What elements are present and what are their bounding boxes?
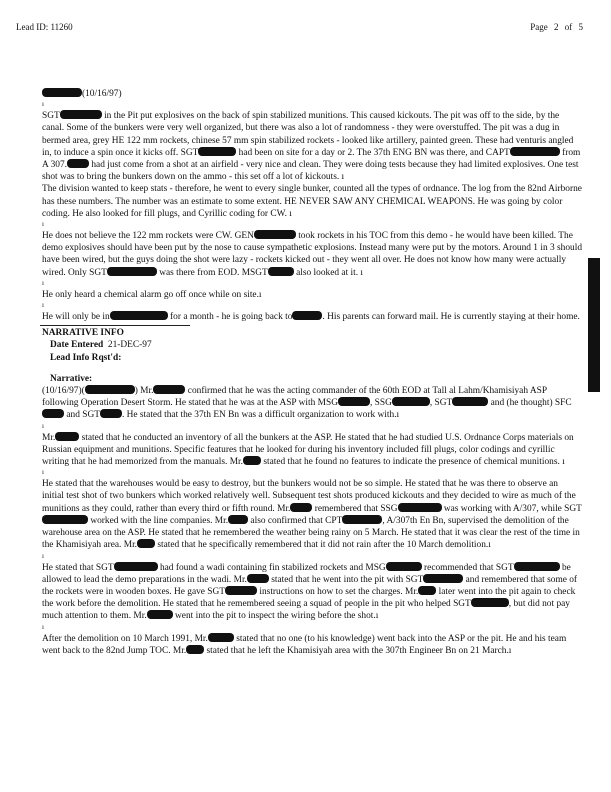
redaction bbox=[147, 610, 173, 619]
paragraph: SGT in the Pit put explosives on the back of spin stabilized munitions. This caused kickouts. The pit was off to the side, by the canal. Some of the bunkers were very well organized, but there was also a lot of randomness - they were overstuffed. The pit was a dug in bermed area, grey HE 122 mm rockets, chinese 57 mm spin stabilized rockets - looked like artillery, painted green. These had venturis angled in, to induce a spin once it kicks off. SGT had been on site for a day or 2. The 37th ENG BN was there, and CAPT from A 307. had just come from a shot at an airfield - very nice and clean. They were doing tests because they had limited explosives. One test shot was to bring the bunkers down on the ammo - this set off a lot of kickouts. ı bbox=[42, 111, 581, 183]
redaction bbox=[392, 397, 430, 406]
redaction bbox=[292, 311, 322, 320]
redaction bbox=[100, 409, 122, 418]
redaction bbox=[398, 503, 442, 512]
redaction bbox=[107, 267, 157, 276]
para-break: ı bbox=[42, 468, 44, 477]
para-break: ı bbox=[42, 622, 44, 631]
redaction bbox=[268, 267, 294, 276]
redaction bbox=[67, 159, 89, 168]
para-break: ı bbox=[42, 278, 44, 287]
paragraph: He will only be in for a month - he is going back to . His parents can forward mail. He is currently staying at their home. bbox=[42, 312, 580, 323]
redaction bbox=[42, 88, 82, 97]
redaction bbox=[290, 503, 312, 512]
paragraph: The division wanted to keep stats - therefore, he went to every single bunker, counted all the types of ordnance. The log from the 82nd Airborne has these numbers. The number was an estimate to some extent. HE NEVER SAW ANY CHEMICAL WEAPONS. He was going by color coding. He also looked for fill plugs, and Cyrillic coding for CW. ı bbox=[42, 184, 582, 219]
document-body bbox=[42, 88, 582, 657]
redaction bbox=[186, 645, 204, 654]
redaction bbox=[243, 456, 261, 465]
redaction bbox=[110, 311, 168, 320]
redaction bbox=[338, 397, 370, 406]
redaction bbox=[452, 397, 488, 406]
redaction bbox=[514, 562, 560, 571]
redaction bbox=[423, 574, 463, 583]
redaction bbox=[42, 409, 64, 418]
redaction bbox=[85, 385, 135, 394]
redaction bbox=[342, 515, 382, 524]
lead-id: Lead ID: 11260 bbox=[16, 22, 73, 32]
narrative-info-section bbox=[42, 327, 582, 385]
redaction bbox=[386, 562, 422, 571]
redaction bbox=[153, 385, 185, 394]
paragraph: He only heard a chemical alarm go off once while on site.ı bbox=[42, 289, 262, 300]
redaction bbox=[510, 147, 560, 156]
para-break: ı bbox=[42, 100, 44, 109]
paragraph: He stated that the warehouses would be easy to destroy, but the bunkers would not be so simple. He stated that he was there to observe an initial test shot of two bunkers which worked relatively well. Subsequent test shots produced kickouts and they decided to wire as much of the munitions as they could, rather than every third or fifth round. Mr. remembered that SSG was working with A/307, while SGT worked with the line companies. Mr. also confirmed that CPT , A/307th En Bn, supervised the demolition of the warehouse area on the ASP. He stated that he remembered the weather being rainy on 5 March. He stated that it was clear the rest of the time in the Khamisiyah area. Mr. stated that he specifically remembered that it did not rain after the 10 March demolition.ı bbox=[42, 479, 582, 551]
redaction bbox=[137, 539, 155, 548]
redaction bbox=[225, 586, 257, 595]
section-heading: NARRATIVE INFO bbox=[42, 328, 124, 339]
para-break: ı bbox=[42, 220, 44, 229]
redaction bbox=[228, 515, 248, 524]
narrative-label: Narrative: bbox=[50, 373, 93, 384]
paragraph: He does not believe the 122 mm rockets were CW. GEN took rockets in his TOC from this demo - he would have been killed. The demo explosives should have been put by the nose to cause sympathetic explosions. Instead many were put by the motors. Around 1 in 3 should have been wired, but the guys doing the shot were lazy - rockets kicked out - they went all over. He does not know how many were actually wired. Only SGT was there from EOD. MSGT also looked at it. ı bbox=[42, 231, 583, 278]
redaction bbox=[418, 586, 436, 595]
redaction bbox=[198, 147, 236, 156]
section-divider bbox=[40, 325, 190, 326]
redaction bbox=[55, 432, 79, 441]
para-break: ı bbox=[42, 301, 44, 310]
paragraph: Mr. stated that he conducted an inventory of all the bunkers at the ASP. He stated that he had studied U.S. Ordnance Corps materials on Russian equipment and munitions. Specific features that he looked for during his inventory included fill plugs, color codings and cyrillic writing that he had memorized from the manuals. Mr. stated that he found no features to indicate the presence of chemical munitions. ı bbox=[42, 432, 574, 468]
para-break: ı bbox=[42, 421, 44, 430]
paragraph: He stated that SGT had found a wadi containing fin stabilized rockets and MSG recommended that SGT be allowed to lead the demo preparations in the wadi. Mr. stated that he went into the pit with SGT and remembered that some of the rockets were in wooden boxes. He gave SGT instructions on how to set the charges. Mr. later went into the pit again to check the work before the demolition. He stated that he remembered seeing a squad of people in the pit who helped SGT , but did not pay much attention to them. Mr. went into the pit to inspect the wiring before the shot.ı bbox=[42, 562, 578, 622]
redaction bbox=[114, 562, 158, 571]
page-number: Page 2 of 5 bbox=[530, 22, 583, 32]
paragraph: After the demolition on 10 March 1991, Mr. stated that no one (to his knowledge) went back into the ASP or the pit. He and his team went back to the 82nd Jump TOC. Mr. stated that he left the Khamisiyah area with the 307th Engineer Bn on 21 March.ı bbox=[42, 633, 567, 656]
redaction bbox=[254, 230, 296, 239]
entry-date-line: (10/16/97) bbox=[42, 88, 582, 100]
redaction bbox=[60, 110, 102, 119]
redaction bbox=[471, 598, 509, 607]
redaction bbox=[247, 574, 269, 583]
paragraph: (10/16/97)( ) Mr. confirmed that he was the acting commander of the 60th EOD at Tall al Lahm/Khamisiyah ASP following Operation Desert Storm. He stated that he was at the ASP with MSG , SSG , SGT and (he thought) SFC and SGT . He stated that the 37th EN Bn was a difficult organization to work with.ı bbox=[42, 386, 572, 421]
lead-info-requested: Lead Info Rqst'd: bbox=[50, 352, 122, 363]
redaction bbox=[42, 515, 88, 524]
redaction bbox=[208, 633, 234, 642]
date-entered: Date Entered 21-DEC-97 bbox=[50, 340, 152, 351]
para-break: ı bbox=[42, 551, 44, 560]
margin-bar bbox=[588, 258, 600, 392]
